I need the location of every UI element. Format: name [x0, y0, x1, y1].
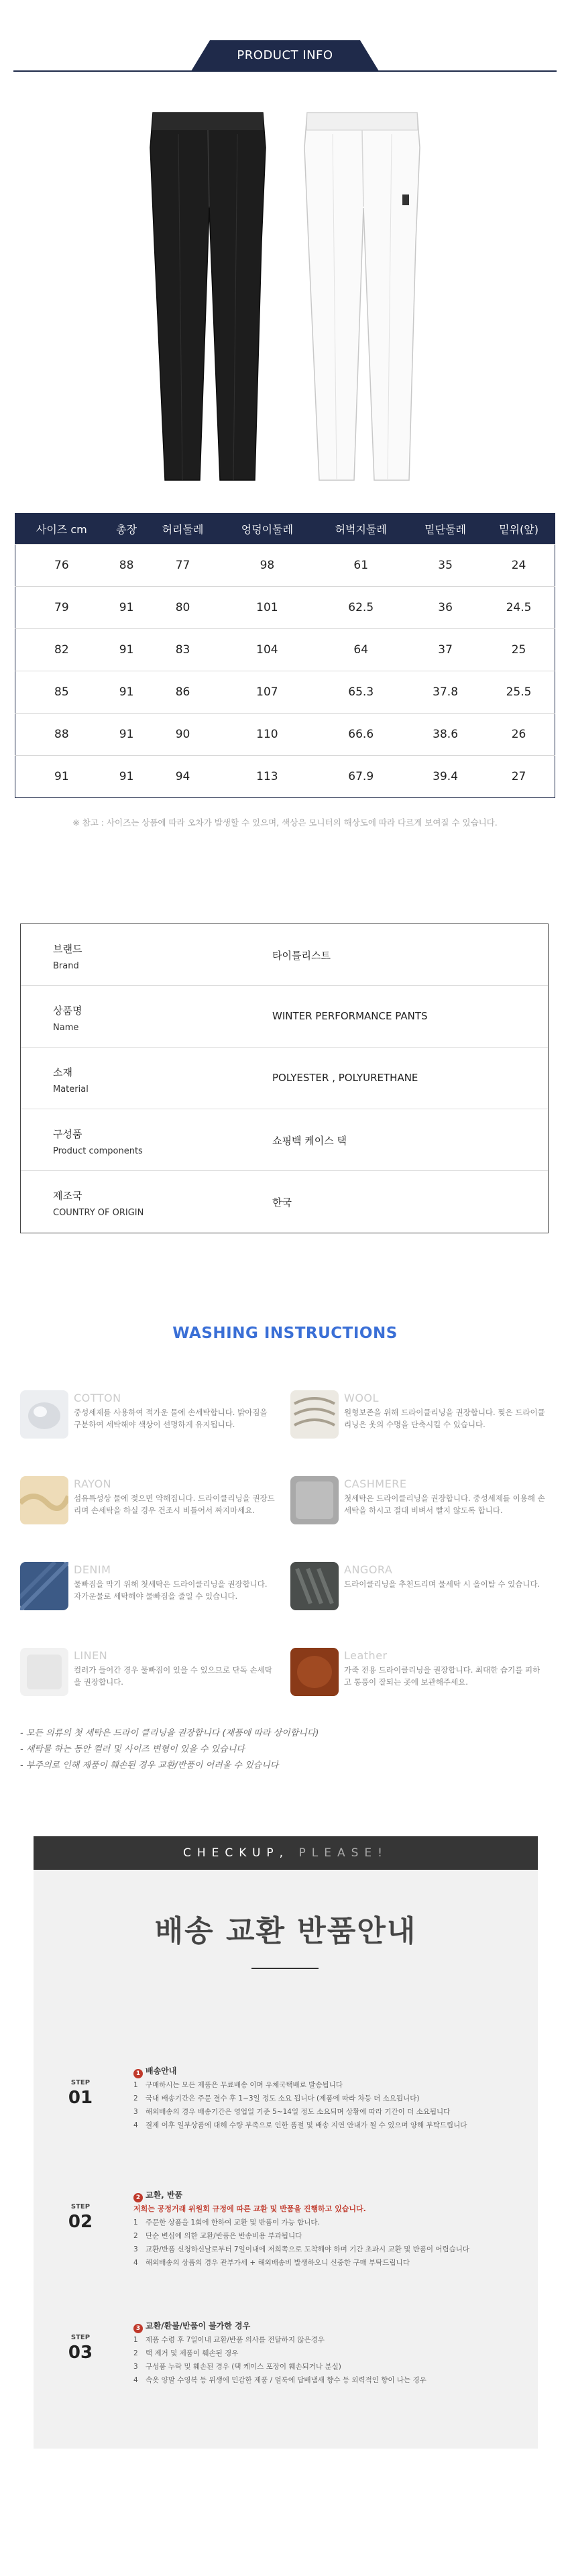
linen-swatch-icon	[20, 1648, 68, 1696]
wash-desc: 섬유특성상 물에 젖으면 약해집니다. 드라이클리닝을 권장드리며 손세탁을 하실 경우 건조시 비틀어서 짜지마세요.	[74, 1494, 275, 1515]
spec-label	[53, 942, 82, 971]
washing-notes	[20, 1726, 319, 1774]
table-cell: 91	[108, 587, 146, 629]
wash-desc: 물빠짐을 막기 위해 첫세탁은 드라이클리닝을 권장합니다. 자가운물로 세탁해야 물빠짐을 줄일 수 있습니다.	[74, 1579, 268, 1601]
step-word: STEP	[70, 2079, 91, 2086]
table-cell: 90	[146, 714, 221, 756]
table-cell: 101	[220, 587, 314, 629]
step-list	[133, 2333, 522, 2387]
cashmere-swatch-icon	[290, 1476, 339, 1524]
wash-name: Leather	[344, 1649, 388, 1662]
wash-name: LINEN	[74, 1649, 108, 1662]
washing-note: - 모든 의류의 첫 세탁은 드라이 클리닝을 권장합니다 (제품에 따라 상이합니다)	[20, 1728, 319, 1738]
washing-note: - 부주의로 인해 제품이 훼손된 경우 교환/반품이 어려울 수 있습니다	[20, 1760, 279, 1771]
spec-label-ko: 브랜드	[53, 943, 82, 955]
table-cell: 94	[146, 756, 221, 798]
list-item-text: 속옷 양말 수영복 등 위생에 민감한 제품 / 얼룩에 답배냄새 향수 등 외력적인 향이 나는 경우	[146, 2376, 426, 2384]
spec-value: 쇼핑백 케이스 택	[272, 1135, 347, 1147]
spec-label-en: Brand	[53, 961, 79, 971]
list-item-text: 해외배송의 경우 배송기간은 영업일 기준 5~14일 정도 소요되며 상황에 따라 기간이 더 소요됩니다	[146, 2108, 451, 2116]
table-cell: 64	[314, 629, 408, 671]
list-item-text: 국내 배송기간은 주문 결수 후 1~3일 정도 소요 됩니다 (제품에 따라 차등 더 소요됩니다)	[146, 2094, 420, 2103]
step-heading-text: 배송안내	[146, 2066, 177, 2076]
table-cell: 86	[146, 671, 221, 714]
list-item: 2 국내 배송기간은 주문 결수 후 1~3일 정도 소요 됩니다 (제품에 따라 차등 더 소요됩니다)	[133, 2094, 420, 2103]
header-cell: 허벅지둘레	[314, 514, 408, 545]
step-word: STEP	[70, 2334, 91, 2341]
wash-name: ANGORA	[344, 1563, 393, 1576]
table-row	[15, 587, 555, 629]
table-cell: 88	[15, 714, 108, 756]
spec-label-en: Name	[53, 1023, 79, 1033]
checkup-bar-main: CHECKUP,	[183, 1846, 290, 1860]
table-cell: 25	[483, 629, 555, 671]
spec-value: POLYESTER , POLYURETHANE	[272, 1072, 418, 1084]
table-cell: 76	[15, 545, 108, 587]
spec-row-components	[21, 1109, 548, 1171]
table-cell: 24.5	[483, 587, 555, 629]
step-list	[133, 2216, 522, 2270]
header-cell: 밑단둘레	[408, 514, 483, 545]
checkup-section	[34, 1836, 538, 2449]
header-cell: 사이즈 cm	[15, 514, 108, 545]
table-cell: 110	[220, 714, 314, 756]
table-cell: 65.3	[314, 671, 408, 714]
step-label	[67, 2079, 94, 2108]
step-list	[133, 2078, 522, 2132]
leather-swatch-icon	[290, 1648, 339, 1696]
spec-value: WINTER PERFORMANCE PANTS	[272, 1010, 428, 1022]
step-word: STEP	[70, 2203, 91, 2210]
header-cell: 허리둘레	[146, 514, 221, 545]
wool-swatch-icon	[290, 1390, 339, 1439]
spec-value: 한국	[272, 1196, 292, 1209]
table-cell: 80	[146, 587, 221, 629]
spec-row-brand	[21, 924, 548, 986]
wash-item-cashmere	[290, 1476, 545, 1530]
table-cell: 27	[483, 756, 555, 798]
list-item: 4 해외배송의 상품의 경우 관부가세 + 해외배송비 발생하오니 신중한 구매 부탁드립니다	[133, 2259, 410, 2267]
step-heading	[133, 2319, 522, 2333]
table-cell: 66.6	[314, 714, 408, 756]
denim-swatch-icon	[20, 1562, 68, 1610]
white-pants-image	[302, 107, 422, 483]
spec-row-name	[21, 986, 548, 1048]
wash-name: CASHMERE	[344, 1477, 407, 1490]
list-item: 4 속옷 양말 수영복 등 위생에 민감한 제품 / 얼룩에 답배냄새 향수 등 외력적인 향이 나는 경우	[133, 2376, 426, 2384]
list-item: 2 단순 변심에 의한 교환/반품은 반송비용 부과됩니다	[133, 2232, 302, 2240]
list-item: 3 교환/반품 신청하신날로부터 7일이내에 저희쪽으로 도착해야 하며 기간 초과시 교환 및 반품이 어렵습니다	[133, 2245, 470, 2253]
table-cell: 79	[15, 587, 108, 629]
step-heading	[133, 2188, 522, 2202]
wash-name: COTTON	[74, 1392, 121, 1404]
table-cell: 67.9	[314, 756, 408, 798]
table-cell: 104	[220, 629, 314, 671]
step-body	[133, 2319, 522, 2387]
table-cell: 98	[220, 545, 314, 587]
wash-name: DENIM	[74, 1563, 111, 1576]
wash-desc: 중성세제를 사용하여 적가운 물에 손세탁합니다. 밝아짐을 구분하여 세탁해야 색상이 선명하게 유지됩니다.	[74, 1408, 268, 1429]
step-body	[133, 2064, 522, 2132]
list-item: 1 제품 수령 후 7일이내 교환/반품 의사를 전달하지 않은경우	[133, 2336, 325, 2344]
header-cell: 밑위(앞)	[483, 514, 555, 545]
spec-label-ko: 소재	[53, 1066, 72, 1078]
wash-item-leather	[290, 1648, 545, 1701]
table-row	[15, 756, 555, 798]
wash-name: RAYON	[74, 1477, 112, 1490]
spec-label	[53, 1003, 82, 1033]
spec-label-en: Product components	[53, 1146, 143, 1156]
list-item-text: 해외배송의 상품의 경우 관부가세 + 해외배송비 발생하오니 신중한 구매 부탁드립니다	[146, 2259, 410, 2267]
spec-label	[53, 1188, 144, 1218]
list-item-text: 결제 이후 일부상품에 대해 수량 부족으로 인한 품절 및 배송 지연 안내가 될 수 있으며 양해 부탁드립니다	[146, 2121, 467, 2129]
step-dot-icon: 3	[133, 2324, 143, 2333]
list-item: 4 결제 이후 일부상품에 대해 수량 부족으로 인한 품절 및 배송 지연 안내가 될 수 있으며 양해 부탁드립니다	[133, 2121, 467, 2129]
wash-item-linen	[20, 1648, 275, 1701]
table-cell: 26	[483, 714, 555, 756]
product-info-title: PRODUCT INFO	[237, 48, 333, 62]
step-label	[67, 2203, 94, 2232]
list-item-text: 교환/반품 신청하신날로부터 7일이내에 저희쪽으로 도착해야 하며 기간 초과시 교환 및 반품이 어렵습니다	[146, 2245, 470, 2253]
table-row	[15, 629, 555, 671]
step-number: 01	[68, 2088, 93, 2108]
table-row	[15, 714, 555, 756]
wash-item-angora	[290, 1562, 545, 1616]
table-cell: 25.5	[483, 671, 555, 714]
table-cell: 82	[15, 629, 108, 671]
spec-label-en: COUNTRY OF ORIGIN	[53, 1208, 144, 1218]
step-label	[67, 2334, 94, 2363]
spec-label-en: Material	[53, 1084, 89, 1095]
table-cell: 77	[146, 545, 221, 587]
table-cell: 38.6	[408, 714, 483, 756]
spec-label-ko: 상품명	[53, 1005, 82, 1017]
washing-title: WASHING INSTRUCTIONS	[172, 1325, 398, 1342]
table-cell: 35	[408, 545, 483, 587]
checkup-bar-sub: PLEASE!	[298, 1846, 388, 1860]
table-cell: 37	[408, 629, 483, 671]
wash-desc: 드라이클리닝을 추천드리며 물세탁 시 올이탈 수 있습니다.	[344, 1579, 540, 1589]
table-cell: 39.4	[408, 756, 483, 798]
washing-note: - 세탁물 하는 동안 컬러 및 사이즈 변형이 있을 수 있습니다	[20, 1744, 245, 1754]
table-cell: 88	[108, 545, 146, 587]
step-number: 03	[68, 2343, 93, 2363]
step-number: 02	[68, 2212, 93, 2232]
cotton-swatch-icon	[20, 1390, 68, 1439]
step-warning: 저희는 공정거래 위원회 규정에 따른 교환 및 반품을 진행하고 있습니다.	[133, 2204, 366, 2213]
list-item: 1 주문한 상품을 1회에 한하여 교환 및 반품이 가능 합니다.	[133, 2219, 320, 2227]
table-cell: 24	[483, 545, 555, 587]
table-cell: 85	[15, 671, 108, 714]
spec-value: 타이틀리스트	[272, 950, 331, 962]
list-item: 1 구매하시는 모든 제품은 무료배송 이며 우체국택배로 발송됩니다	[133, 2081, 343, 2089]
wash-item-cotton	[20, 1390, 275, 1444]
table-cell: 61	[314, 545, 408, 587]
list-item: 3 구성품 누락 및 훼손된 경우 (택 케이스 포장이 훼손되거나 분실)	[133, 2363, 341, 2371]
spec-label	[53, 1127, 143, 1156]
step-heading-text: 교환/환불/반품이 불가한 경우	[146, 2321, 251, 2331]
list-item-text: 구성품 누락 및 훼손된 경우 (택 케이스 포장이 훼손되거나 분실)	[146, 2363, 341, 2371]
list-item-text: 택 제거 및 제품이 훼손된 경우	[146, 2349, 239, 2357]
list-item: 2 택 제거 및 제품이 훼손된 경우	[133, 2349, 239, 2357]
wash-desc: 첫세탁은 드라이클리닝을 권장합니다. 중성세제를 이용해 손세탁을 하시고 절대 비벼서 빨지 않도록 합니다.	[344, 1494, 545, 1515]
table-cell: 91	[108, 629, 146, 671]
spec-table	[20, 923, 549, 1233]
wash-desc: 컬러가 들어간 경우 물빠짐이 있을 수 있으므로 단독 손세탁을 권장합니다.	[74, 1665, 272, 1687]
list-item-text: 단순 변심에 의한 교환/반품은 반송비용 부과됩니다	[146, 2232, 302, 2240]
rayon-swatch-icon	[20, 1476, 68, 1524]
step-dot-icon: 2	[133, 2193, 143, 2202]
list-item: 3 해외배송의 경우 배송기간은 영업일 기준 5~14일 정도 소요되며 상황에 따라 기간이 더 소요됩니다	[133, 2108, 451, 2116]
spec-label-ko: 제조국	[53, 1190, 82, 1202]
checkup-divider	[251, 1968, 319, 1969]
spec-label-ko: 구성품	[53, 1128, 82, 1140]
wash-desc: 원형보존을 위해 드라이클리닝을 권장합니다. 찢은 드라이클리닝은 옷의 수명을 단축시킬 수 있습니다.	[344, 1408, 545, 1429]
table-row	[15, 545, 555, 587]
spec-label	[53, 1065, 89, 1095]
step-body	[133, 2188, 522, 2270]
wash-item-wool	[290, 1390, 545, 1444]
table-cell: 91	[108, 756, 146, 798]
table-cell: 113	[220, 756, 314, 798]
table-cell: 91	[15, 756, 108, 798]
table-cell: 36	[408, 587, 483, 629]
step-dot-icon: 1	[133, 2069, 143, 2078]
table-cell: 91	[108, 714, 146, 756]
header-cell: 총장	[108, 514, 146, 545]
spec-row-origin	[21, 1171, 548, 1233]
checkup-title: 배송 교환 반품안내	[154, 1914, 417, 1948]
wash-item-rayon	[20, 1476, 275, 1530]
table-cell: 83	[146, 629, 221, 671]
black-pants-image	[148, 107, 268, 483]
wash-desc: 가죽 전용 드라이클리닝을 권장합니다. 최대한 습기를 피하고 통풍이 잘되는 곳에 보관해주세요.	[344, 1665, 540, 1687]
table-row	[15, 671, 555, 714]
step-heading-text: 교환, 반품	[146, 2190, 183, 2200]
wash-item-denim	[20, 1562, 275, 1616]
table-cell: 37.8	[408, 671, 483, 714]
wash-name: WOOL	[344, 1392, 379, 1404]
table-cell: 107	[220, 671, 314, 714]
checkup-bar	[34, 1836, 538, 1870]
size-table	[15, 513, 555, 798]
list-item-text: 제품 수령 후 7일이내 교환/반품 의사를 전달하지 않은경우	[146, 2336, 325, 2344]
header-cell: 엉덩이둘레	[220, 514, 314, 545]
product-info-header	[0, 40, 570, 74]
product-info-tab	[191, 40, 379, 71]
angora-swatch-icon	[290, 1562, 339, 1610]
table-cell: 62.5	[314, 587, 408, 629]
list-item-text: 주문한 상품을 1회에 한하여 교환 및 반품이 가능 합니다.	[146, 2219, 320, 2227]
table-cell: 91	[108, 671, 146, 714]
size-note: ※ 참고 : 사이즈는 상품에 따라 오차가 발생할 수 있으며, 색상은 모니터의 해상도에 따라 다르게 보여질 수 있습니다.	[72, 818, 498, 828]
list-item-text: 구매하시는 모든 제품은 무료배송 이며 우체국택배로 발송됩니다	[146, 2081, 343, 2089]
step-heading	[133, 2064, 522, 2078]
size-table-header	[15, 514, 555, 545]
spec-row-material	[21, 1048, 548, 1109]
